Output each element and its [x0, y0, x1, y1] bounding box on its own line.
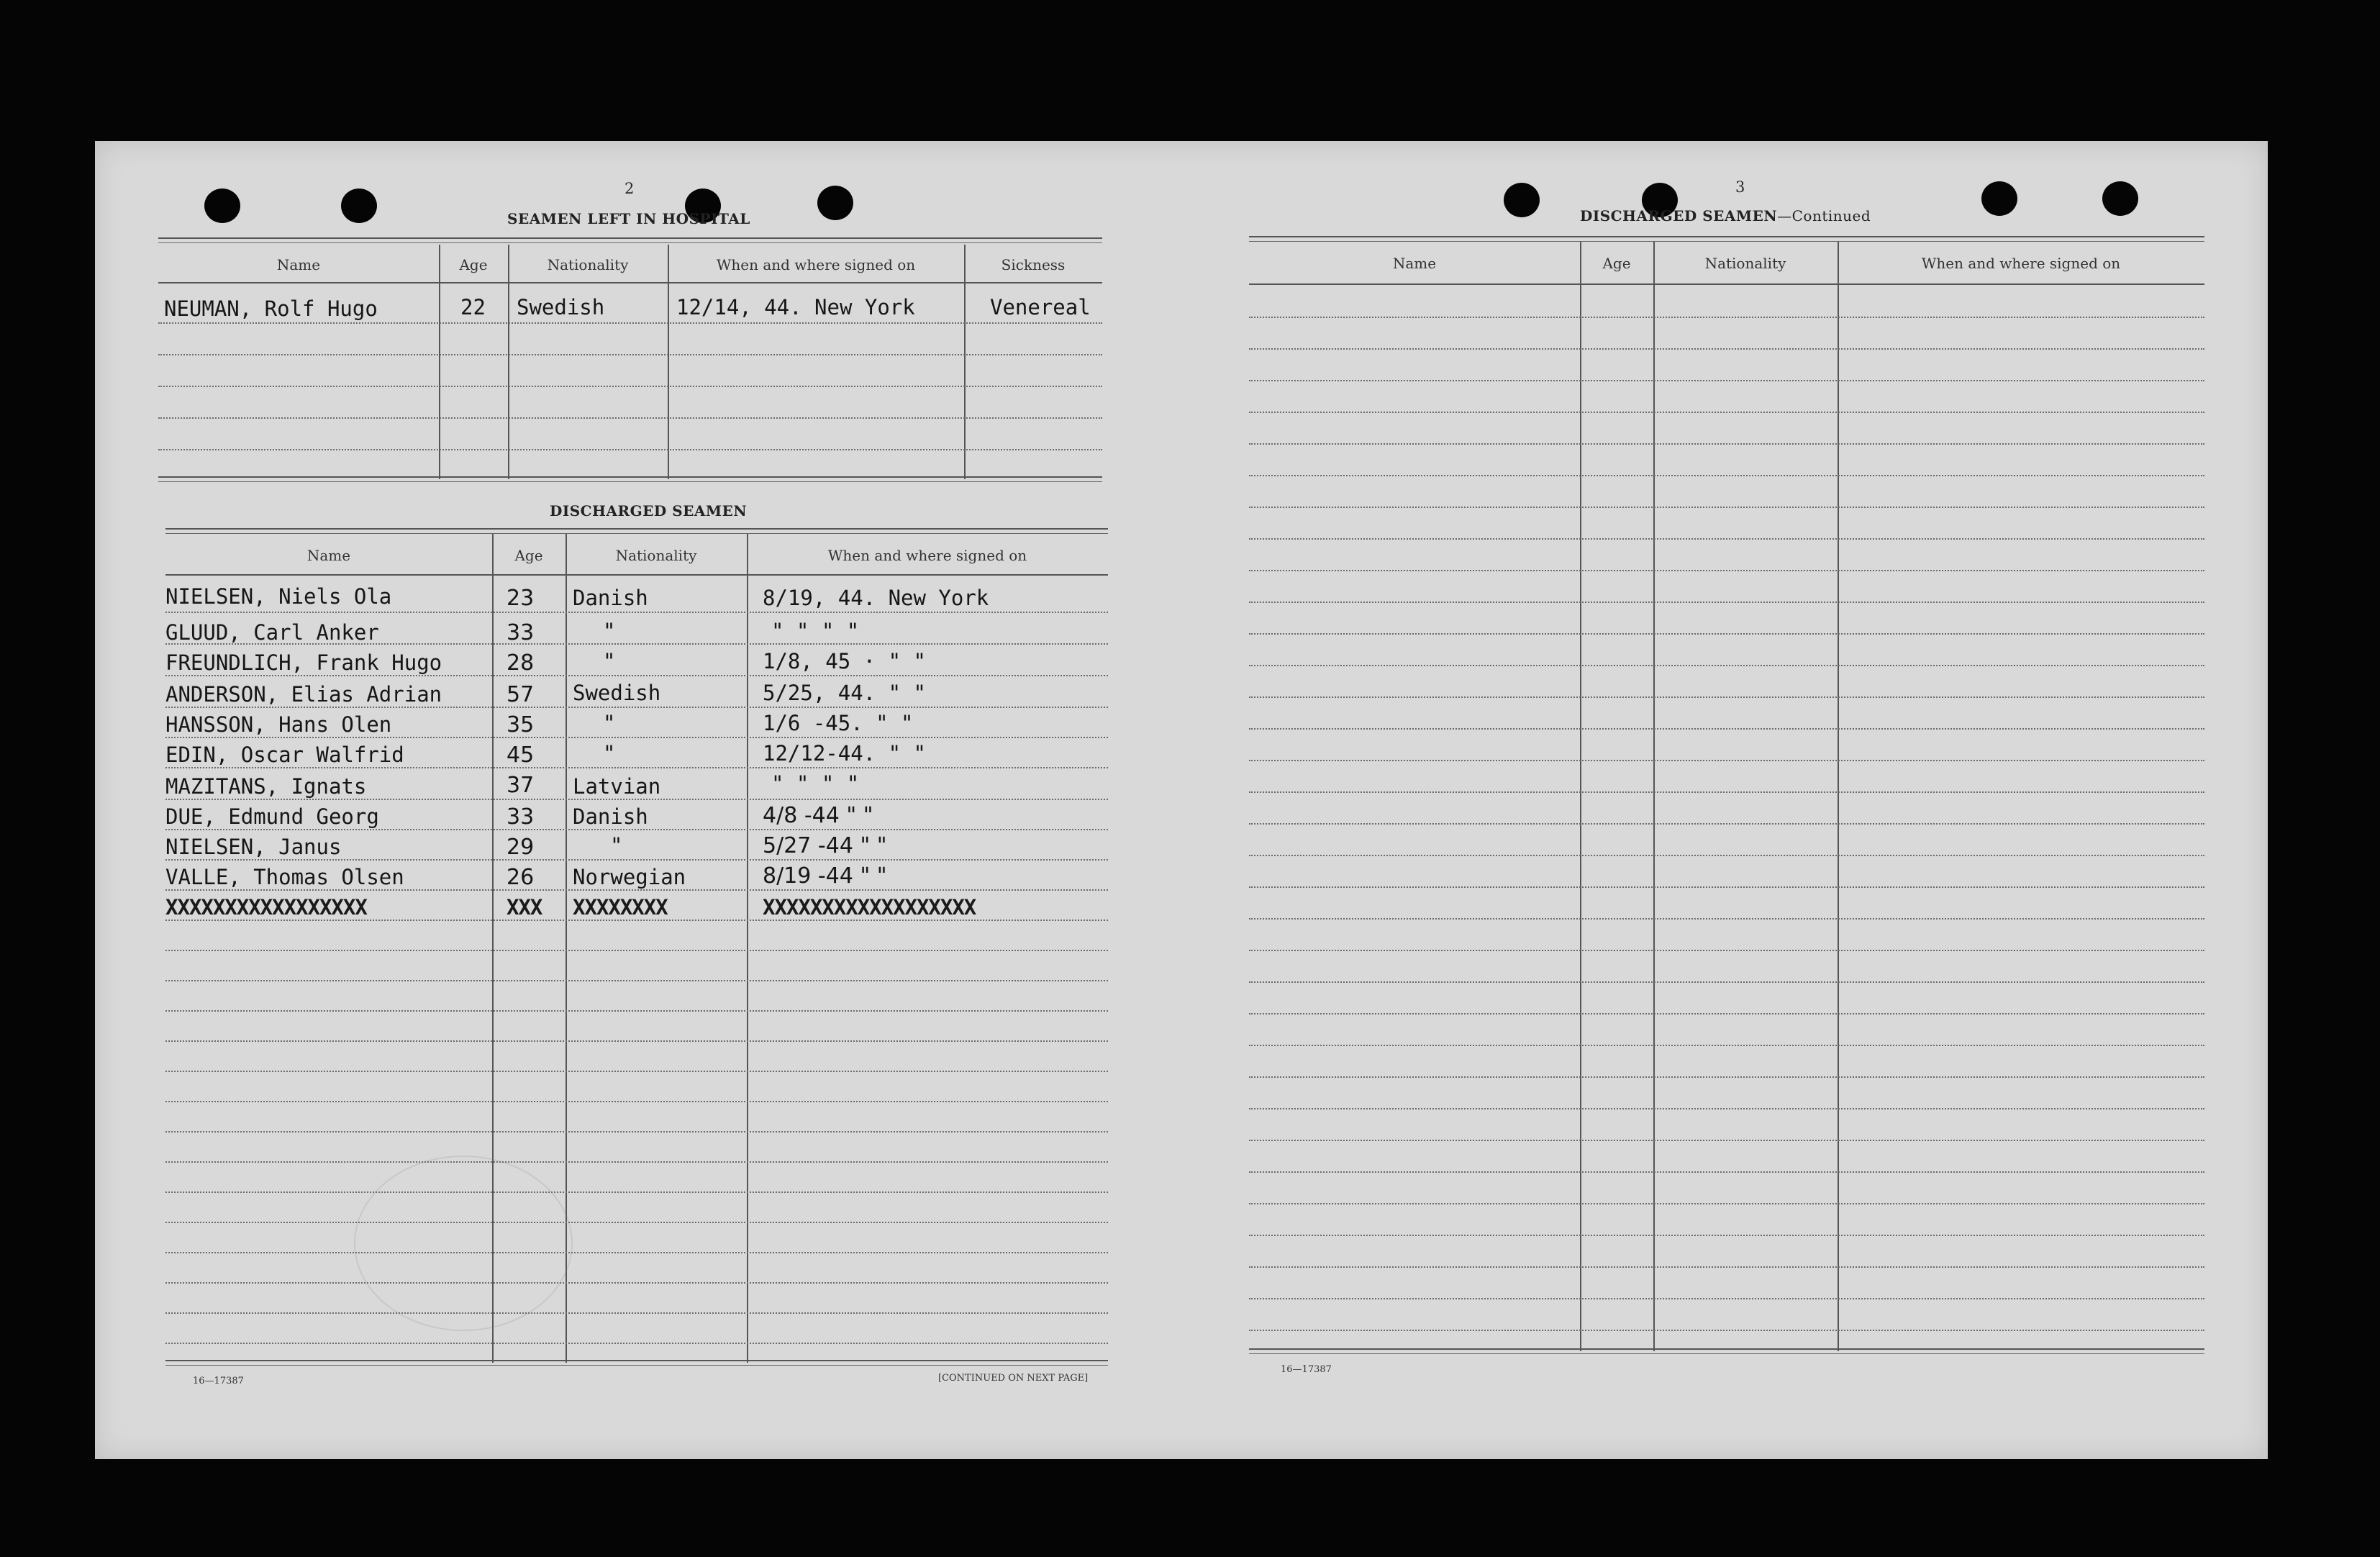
right-ruled-line	[1249, 760, 2204, 761]
discharged-row-nationality: "	[610, 833, 623, 858]
discharged-row-nationality: Danish	[573, 586, 648, 610]
discharged-row-age: 29	[507, 835, 535, 860]
discharged-row-name: DUE, Edmund Georg	[165, 804, 379, 829]
hospital-col-divider	[668, 245, 669, 479]
discharged-row-signed-on: " " " "	[771, 619, 860, 643]
hospital-ruled-line	[158, 386, 1102, 387]
hospital-header-nationality: Nationality	[547, 256, 629, 273]
punch-hole	[817, 186, 853, 220]
right-ruled-line	[1249, 412, 2204, 413]
right-ruled-line	[1249, 633, 2204, 635]
discharged-ruled-line	[165, 767, 1108, 768]
discharged-row-signed-on: 1/6 -45. " "	[763, 711, 914, 735]
discharged-row-name: NIELSEN, Janus	[165, 835, 342, 859]
right-ruled-line	[1249, 886, 2204, 888]
discharged-row-name: MAZITANS, Ignats	[165, 774, 367, 799]
right-header-nationality: Nationality	[1704, 255, 1786, 272]
discharged-row-age: 35	[507, 712, 535, 737]
faded-stamp	[354, 1156, 573, 1331]
right-bottom-rule	[1249, 1348, 2204, 1354]
hospital-col-divider	[439, 245, 440, 479]
right-header-signed-on: When and where signed on	[1921, 255, 2121, 272]
right-ruled-line	[1249, 380, 2204, 381]
left-form-number: 16—17387	[193, 1376, 244, 1386]
hospital-top-rule	[158, 237, 1102, 243]
discharged-row-age: 23	[507, 586, 535, 611]
hospital-header-name: Name	[276, 256, 321, 273]
right-col-divider	[1838, 242, 1839, 1351]
right-ruled-line	[1249, 1076, 2204, 1078]
discharged-ruled-line	[165, 859, 1108, 861]
right-ruled-line	[1249, 348, 2204, 350]
right-ruled-line	[1249, 981, 2204, 983]
discharged-row-nationality: Norwegian	[573, 865, 686, 889]
right-ruled-line	[1249, 1108, 2204, 1109]
discharged-ruled-line	[165, 950, 1108, 951]
right-header-age: Age	[1602, 255, 1631, 272]
discharged-row-age: 26	[507, 865, 535, 890]
discharged-row-signed-on: 4/8 -44 " "	[763, 803, 873, 828]
discharged-header-rule	[165, 574, 1108, 576]
discharged-ruled-line	[165, 1040, 1108, 1042]
right-ruled-line	[1249, 1171, 2204, 1173]
discharged-header-signed-on: When and where signed on	[827, 547, 1027, 564]
discharged-row-nationality: Danish	[573, 804, 648, 829]
hospital-row-nationality: Swedish	[517, 295, 605, 319]
discharged-row-name: NIELSEN, Niels Ola	[165, 584, 392, 609]
discharged-row-name: HANSSON, Hans Olen	[165, 712, 392, 737]
right-ruled-line	[1249, 475, 2204, 476]
hospital-row-age: 22	[460, 295, 486, 319]
discharged-ruled-line	[165, 737, 1108, 738]
discharged-row-name-struck: XXXXXXXXXXXXXXXXX	[165, 895, 367, 920]
discharged-ruled-line	[165, 799, 1108, 800]
hospital-header-rule	[158, 282, 1102, 283]
right-ruled-line	[1249, 602, 2204, 603]
discharged-ruled-line	[165, 1343, 1108, 1344]
discharged-section-title: DISCHARGED SEAMEN	[550, 502, 748, 519]
discharged-ruled-line	[165, 1131, 1108, 1132]
right-col-divider	[1580, 242, 1581, 1351]
right-ruled-line	[1249, 1330, 2204, 1331]
discharged-row-signed-on: 5/25, 44. " "	[763, 681, 926, 705]
discharged-row-nationality: "	[603, 711, 616, 735]
discharged-ruled-line	[165, 980, 1108, 981]
discharged-row-age: 28	[507, 650, 535, 676]
discharged-ruled-line	[165, 1101, 1108, 1102]
hospital-row-sickness: Venereal	[990, 295, 1091, 319]
discharged-row-age: 37	[507, 773, 535, 798]
hospital-bottom-rule	[158, 476, 1102, 482]
hospital-row-name: NEUMAN, Rolf Hugo	[164, 296, 378, 321]
right-ruled-line	[1249, 1045, 2204, 1046]
discharged-top-rule	[165, 528, 1108, 534]
right-ruled-line	[1249, 855, 2204, 856]
discharged-ruled-line	[165, 1010, 1108, 1012]
discharged-ruled-line	[165, 920, 1108, 921]
discharged-ruled-line	[165, 1222, 1108, 1223]
discharged-ruled-line	[165, 1191, 1108, 1193]
hospital-section-title: SEAMEN LEFT IN HOSPITAL	[507, 210, 750, 227]
hospital-header-age: Age	[459, 256, 488, 273]
discharged-header-age: Age	[514, 547, 543, 564]
discharged-row-age: 33	[507, 620, 535, 645]
hospital-row-signed-on: 12/14, 44. New York	[676, 295, 915, 319]
right-ruled-line	[1249, 1235, 2204, 1236]
right-ruled-line	[1249, 1266, 2204, 1268]
right-top-rule	[1249, 236, 2204, 242]
ledger-sheet	[95, 141, 2268, 1459]
discharged-row-nationality: "	[603, 649, 616, 673]
discharged-row-age: 45	[507, 743, 535, 768]
right-ruled-line	[1249, 317, 2204, 318]
discharged-row-name: FREUNDLICH, Frank Hugo	[165, 650, 442, 675]
hospital-ruled-line	[158, 449, 1102, 450]
discharged-row-signed-on: 12/12-44. " "	[763, 741, 926, 766]
discharged-row-signed-on: " " " "	[771, 771, 860, 796]
left-page-number: 2	[624, 180, 635, 197]
right-section-title	[1580, 207, 1871, 224]
hospital-ruled-line	[158, 354, 1102, 355]
right-ruled-line	[1249, 443, 2204, 445]
discharged-row-nationality: Swedish	[573, 681, 661, 705]
continued-note: [CONTINUED ON NEXT PAGE]	[938, 1373, 1089, 1384]
discharged-row-name: VALLE, Thomas Olsen	[165, 865, 404, 889]
right-ruled-line	[1249, 728, 2204, 730]
discharged-header-nationality: Nationality	[615, 547, 697, 564]
punch-hole	[204, 189, 240, 223]
discharged-row-name: EDIN, Oscar Walfrid	[165, 743, 404, 767]
right-ruled-line	[1249, 950, 2204, 951]
hospital-ruled-line	[158, 322, 1102, 324]
discharged-ruled-line	[165, 829, 1108, 830]
discharged-row-signed-on: 8/19 -44 " "	[763, 863, 887, 889]
discharged-row-signed-on: 5/27 -44 " "	[763, 833, 887, 858]
discharged-row-age: 57	[507, 682, 535, 707]
right-ruled-line	[1249, 507, 2204, 508]
right-form-number: 16—17387	[1281, 1364, 1332, 1375]
hospital-ruled-line	[158, 417, 1102, 419]
punch-hole	[1981, 181, 2017, 216]
discharged-row-nationality: "	[603, 619, 616, 643]
right-ruled-line	[1249, 1140, 2204, 1141]
right-ruled-line	[1249, 570, 2204, 571]
hospital-header-sickness: Sickness	[1001, 256, 1066, 273]
right-ruled-line	[1249, 1203, 2204, 1204]
punch-hole	[341, 189, 377, 223]
right-header-name: Name	[1392, 255, 1437, 272]
discharged-row-signed-on-struck: XXXXXXXXXXXXXXXXXX	[763, 895, 976, 920]
hospital-col-divider	[964, 245, 966, 479]
right-ruled-line	[1249, 823, 2204, 825]
discharged-row-age: 33	[507, 804, 535, 830]
right-col-divider	[1653, 242, 1655, 1351]
discharged-ruled-line	[165, 1282, 1108, 1284]
discharged-ruled-line	[165, 643, 1108, 645]
discharged-row-nationality: Latvian	[573, 774, 661, 799]
right-title-suffix: —Continued	[1777, 207, 1871, 224]
discharged-row-age-struck: XXX	[507, 895, 542, 920]
discharged-ruled-line	[165, 707, 1108, 708]
right-page-number: 3	[1735, 178, 1745, 196]
punch-hole	[1504, 183, 1540, 217]
discharged-row-name: GLUUD, Carl Anker	[165, 620, 379, 645]
discharged-row-nationality-struck: XXXXXXXX	[573, 895, 668, 920]
discharged-ruled-line	[165, 1252, 1108, 1253]
discharged-row-name: ANDERSON, Elias Adrian	[165, 682, 442, 707]
hospital-col-divider	[508, 245, 509, 479]
discharged-row-nationality: "	[603, 741, 616, 766]
right-ruled-line	[1249, 665, 2204, 666]
right-ruled-line	[1249, 1013, 2204, 1014]
right-ruled-line	[1249, 538, 2204, 540]
discharged-ruled-line	[165, 1071, 1108, 1072]
right-ruled-line	[1249, 918, 2204, 920]
discharged-header-name: Name	[306, 547, 351, 564]
discharged-col-divider	[747, 534, 748, 1363]
right-title-main: DISCHARGED SEAMEN	[1580, 207, 1778, 224]
discharged-ruled-line	[165, 1312, 1108, 1314]
discharged-ruled-line	[165, 675, 1108, 676]
discharged-row-signed-on: 8/19, 44. New York	[763, 586, 989, 610]
discharged-row-signed-on: 1/8, 45 · " "	[763, 649, 926, 673]
discharged-bottom-rule	[165, 1360, 1108, 1366]
discharged-ruled-line	[165, 612, 1108, 613]
right-ruled-line	[1249, 791, 2204, 793]
discharged-ruled-line	[165, 1161, 1108, 1163]
discharged-ruled-line	[165, 889, 1108, 891]
right-ruled-line	[1249, 1298, 2204, 1299]
right-ruled-line	[1249, 696, 2204, 698]
punch-hole	[2102, 181, 2138, 216]
right-header-rule	[1249, 283, 2204, 285]
hospital-header-signed-on: When and where signed on	[716, 256, 916, 273]
